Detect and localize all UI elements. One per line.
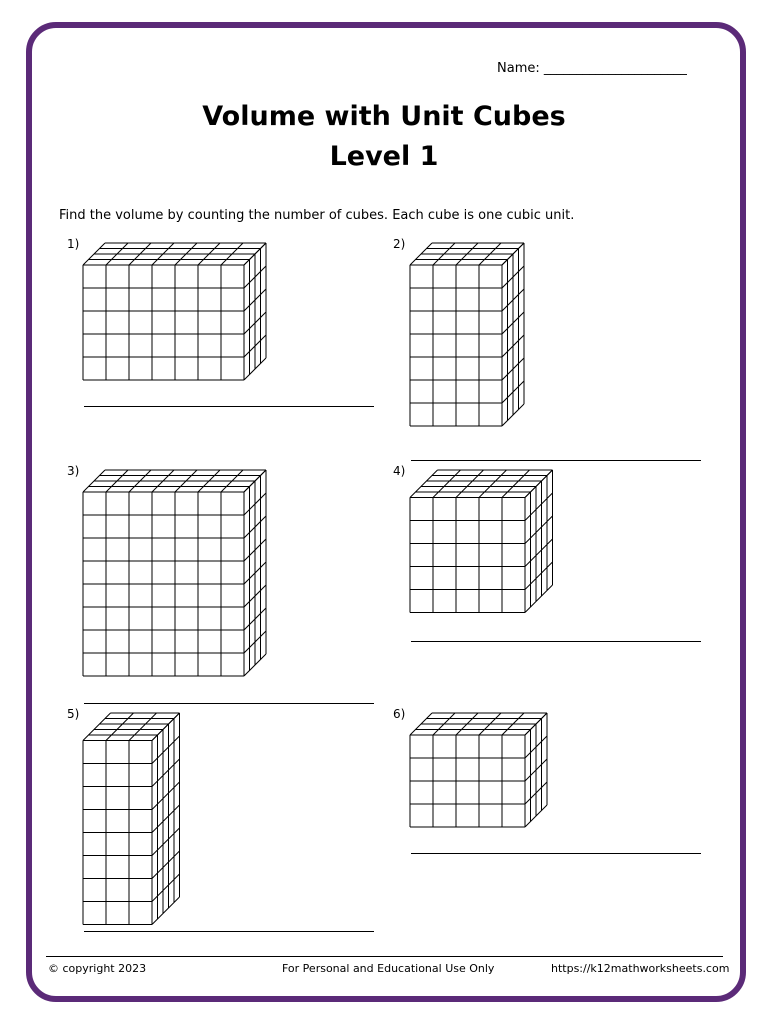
cube-edge bbox=[433, 470, 461, 498]
answer-line[interactable] bbox=[84, 703, 374, 704]
cube-figure bbox=[407, 710, 552, 836]
cube-edge bbox=[152, 782, 180, 810]
cube-edge bbox=[502, 470, 530, 498]
problem-number: 3) bbox=[67, 464, 80, 478]
worksheet-title: Volume with Unit Cubes bbox=[202, 101, 566, 132]
problem-number: 2) bbox=[393, 237, 406, 251]
cube-figure bbox=[80, 467, 270, 687]
answer-line[interactable] bbox=[411, 641, 701, 642]
cube-edge bbox=[525, 539, 553, 567]
cube-edge bbox=[106, 713, 134, 741]
instructions: Find the volume by counting the number of cubes. Each cube is one cubic unit. bbox=[59, 208, 575, 223]
problem-number: 6) bbox=[393, 707, 406, 721]
cube-edge bbox=[525, 493, 553, 521]
cube-edge bbox=[525, 562, 553, 590]
cube-edge bbox=[479, 470, 507, 498]
footer-divider bbox=[46, 956, 723, 957]
footer-usage-note: For Personal and Educational Use Only bbox=[282, 962, 495, 975]
cube-edge bbox=[152, 874, 180, 902]
problem-number: 5) bbox=[67, 707, 80, 721]
cube-edge bbox=[152, 759, 180, 787]
cube-edge bbox=[152, 805, 180, 833]
cube-edge bbox=[129, 713, 157, 741]
cube-figure bbox=[407, 467, 562, 625]
name-field-label: Name: ______________________ bbox=[497, 61, 687, 76]
problem-number: 4) bbox=[393, 464, 406, 478]
cube-edge bbox=[152, 736, 180, 764]
cube-edge bbox=[456, 470, 484, 498]
footer-website: https://k12mathworksheets.com bbox=[551, 962, 730, 975]
answer-line[interactable] bbox=[84, 406, 374, 407]
answer-line[interactable] bbox=[411, 460, 701, 461]
cube-edge bbox=[83, 713, 111, 741]
cube-edge bbox=[410, 470, 438, 498]
cube-edge bbox=[525, 516, 553, 544]
answer-line[interactable] bbox=[84, 931, 374, 932]
cube-edge bbox=[525, 585, 553, 613]
worksheet-level: Level 1 bbox=[329, 141, 439, 172]
cube-figure bbox=[407, 240, 537, 444]
cube-edge bbox=[152, 851, 180, 879]
footer-copyright: © copyright 2023 bbox=[48, 962, 147, 975]
cube-figure bbox=[80, 240, 270, 390]
cube-edge bbox=[525, 470, 553, 498]
problem-number: 1) bbox=[67, 237, 80, 251]
answer-line[interactable] bbox=[411, 853, 701, 854]
cube-edge bbox=[152, 828, 180, 856]
cube-figure bbox=[80, 710, 188, 914]
cube-edge bbox=[152, 713, 180, 741]
